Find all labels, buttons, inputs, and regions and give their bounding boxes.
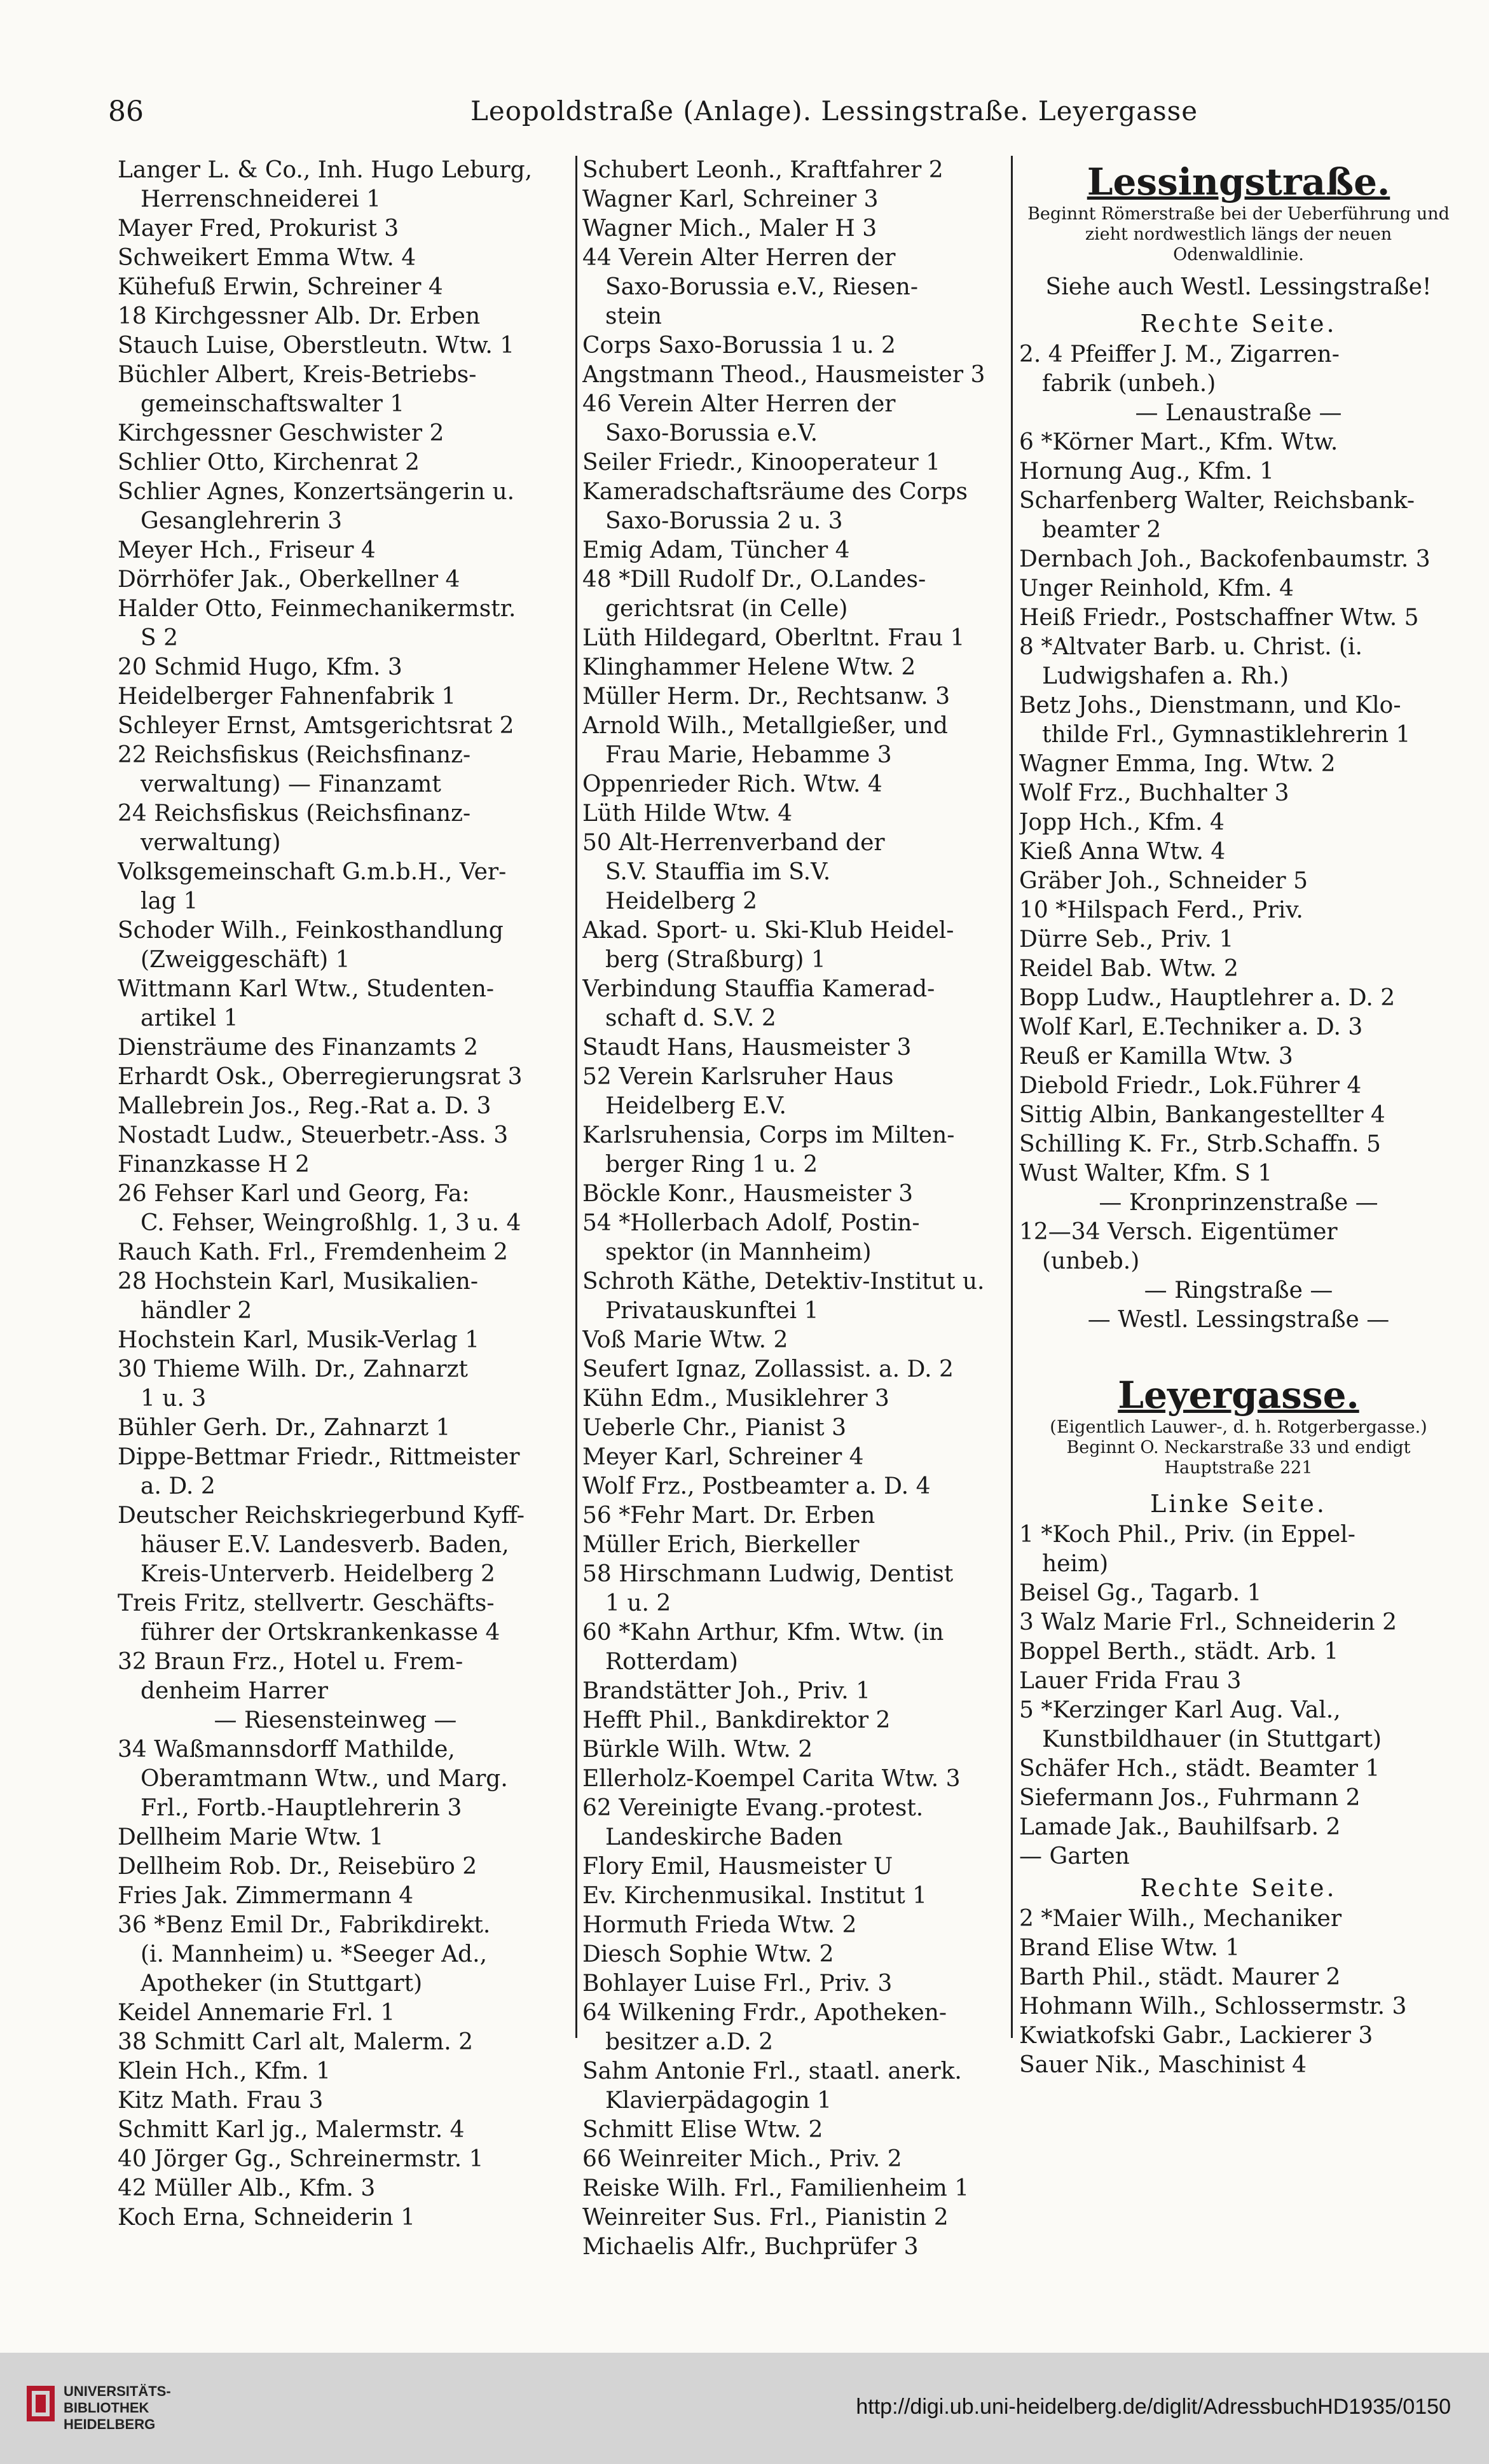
- directory-entry: (i. Mannheim) u. *Seeger Ad.,: [141, 1941, 488, 1967]
- directory-entry: denheim Harrer: [141, 1678, 328, 1704]
- directory-entry: 32 Braun Frz., Hotel u. Frem-: [118, 1649, 463, 1675]
- directory-entry: Treis Fritz, stellvertr. Geschäfts-: [118, 1590, 495, 1616]
- directory-entry: Sauer Nik., Maschinist 4: [1019, 2052, 1307, 2078]
- directory-entry: Corps Saxo-Borussia 1 u. 2: [582, 333, 896, 359]
- directory-entry: Dernbach Joh., Backofenbaumstr. 3: [1019, 546, 1431, 572]
- directory-entry: Arnold Wilh., Metallgießer, und: [582, 713, 948, 739]
- directory-entry: 36 *Benz Emil Dr., Fabrikdirekt.: [118, 1912, 491, 1938]
- directory-entry: Diensträume des Finanzamts 2: [118, 1035, 478, 1061]
- directory-entry: Beisel Gg., Tagarb. 1: [1019, 1580, 1262, 1606]
- directory-entry: Hohmann Wilh., Schlossermstr. 3: [1019, 1993, 1407, 2020]
- left-side-heading: Linke Seite.: [1150, 1490, 1327, 1518]
- directory-entry: Reidel Bab. Wtw. 2: [1019, 956, 1239, 982]
- directory-entry: berger Ring 1 u. 2: [605, 1152, 818, 1178]
- directory-entry: verwaltung): [141, 830, 281, 856]
- directory-entry: Ellerholz-Koempel Carita Wtw. 3: [582, 1766, 961, 1792]
- directory-entry: Wagner Mich., Maler H 3: [582, 216, 877, 242]
- lessingstrasse-entries: [1019, 340, 1458, 1335]
- directory-entry: 46 Verein Alter Herren der: [582, 391, 896, 417]
- directory-entry: gerichtsrat (in Celle): [605, 596, 848, 622]
- directory-entry: Seiler Friedr., Kinooperateur 1: [582, 450, 941, 476]
- directory-entry: Schäfer Hch., städt. Beamter 1: [1019, 1756, 1380, 1782]
- directory-entry: 2 *Maier Wilh., Mechaniker: [1019, 1906, 1342, 1932]
- directory-entry: Apotheker (in Stuttgart): [141, 1971, 423, 1997]
- directory-entry: (unbeb.): [1042, 1248, 1140, 1274]
- directory-entry: Kwiatkofski Gabr., Lackierer 3: [1019, 2023, 1373, 2049]
- directory-entry: Frl., Fortb.-Hauptlehrerin 3: [141, 1795, 462, 1821]
- directory-entry: lag 1: [141, 888, 198, 914]
- directory-entry: Meyer Karl, Schreiner 4: [582, 1444, 864, 1470]
- directory-entry: Mayer Fred, Prokurist 3: [118, 216, 399, 242]
- directory-entry: Klinghammer Helene Wtw. 2: [582, 654, 916, 680]
- directory-entry: 38 Schmitt Carl alt, Malerm. 2: [118, 2029, 474, 2055]
- directory-entry: — Lenaustraße —: [1135, 400, 1342, 426]
- running-title: Leopoldstraße (Anlage). Lessingstraße. Leyergasse: [470, 95, 1198, 127]
- directory-entry: artikel 1: [141, 1005, 238, 1031]
- directory-entry: Schleyer Ernst, Amtsgerichtsrat 2: [118, 713, 514, 739]
- directory-entry: Ueberle Chr., Pianist 3: [582, 1415, 846, 1441]
- see-also-note: Siehe auch Westl. Lessingstraße!: [1045, 274, 1432, 300]
- directory-entry: 54 *Hollerbach Adolf, Postin-: [582, 1210, 920, 1236]
- directory-entry: Privatauskunftei 1: [605, 1298, 819, 1324]
- right-side-heading: Rechte Seite.: [1140, 310, 1337, 338]
- directory-entry: Hormuth Frieda Wtw. 2: [582, 1912, 857, 1938]
- directory-entry: Gesanglehrerin 3: [141, 508, 343, 534]
- directory-entry: 2. 4 Pfeiffer J. M., Zigarren-: [1019, 341, 1340, 368]
- directory-entry: Schroth Käthe, Detektiv-Institut u.: [582, 1269, 985, 1295]
- directory-entry: (Zweiggeschäft) 1: [141, 947, 350, 973]
- directory-entry: Schoder Wilh., Feinkosthandlung: [118, 918, 504, 944]
- column-3: [1011, 156, 1458, 2078]
- directory-entry: Wagner Karl, Schreiner 3: [582, 186, 879, 212]
- directory-entry: Kieß Anna Wtw. 4: [1019, 839, 1226, 865]
- directory-entry: berg (Straßburg) 1: [605, 947, 826, 973]
- directory-entry: Büchler Albert, Kreis-Betriebs-: [118, 362, 477, 388]
- directory-entry: 50 Alt-Herrenverband der: [582, 830, 885, 856]
- directory-entry: Herrenschneiderei 1: [141, 186, 381, 212]
- directory-entry: Schmitt Elise Wtw. 2: [582, 2117, 823, 2143]
- directory-entry: 18 Kirchgessner Alb. Dr. Erben: [118, 303, 481, 329]
- column-2: [575, 156, 1012, 2260]
- directory-entry: Heiß Friedr., Postschaffner Wtw. 5: [1019, 605, 1419, 631]
- directory-entry: — Riesensteinweg —: [214, 1707, 457, 1733]
- directory-entry: 1 *Koch Phil., Priv. (in Eppel-: [1019, 1522, 1355, 1548]
- directory-entry: 24 Reichsfiskus (Reichsfinanz-: [118, 801, 471, 827]
- directory-entry: häuser E.V. Landesverb. Baden,: [141, 1532, 509, 1558]
- directory-entry: Deutscher Reichskriegerbund Kyff-: [118, 1503, 525, 1529]
- directory-entry: S.V. Stauffia im S.V.: [605, 859, 831, 885]
- right-side-heading-2: Rechte Seite.: [1140, 1874, 1337, 1902]
- directory-entry: 20 Schmid Hugo, Kfm. 3: [118, 654, 402, 680]
- directory-entry: Schmitt Karl jg., Malermstr. 4: [118, 2117, 465, 2143]
- directory-entry: Bürkle Wilh. Wtw. 2: [582, 1737, 813, 1763]
- directory-entry: Kühefuß Erwin, Schreiner 4: [118, 274, 443, 300]
- directory-entry: Michaelis Alfr., Buchprüfer 3: [582, 2234, 919, 2260]
- directory-entry: Verbindung Stauffia Kamerad-: [582, 976, 935, 1002]
- directory-entry: Saxo-Borussia e.V., Riesen-: [605, 274, 918, 300]
- directory-entry: Erhardt Osk., Oberregierungsrat 3: [118, 1064, 523, 1090]
- directory-entry: Böckle Konr., Hausmeister 3: [582, 1181, 914, 1207]
- directory-entry: Wolf Karl, E.Techniker a. D. 3: [1019, 1014, 1363, 1040]
- directory-entry: schaft d. S.V. 2: [605, 1005, 776, 1031]
- directory-entry: Heidelberger Fahnenfabrik 1: [118, 684, 456, 710]
- directory-entry: Betz Johs., Dienstmann, und Klo-: [1019, 692, 1401, 719]
- directory-entry: Kirchgessner Geschwister 2: [118, 420, 444, 446]
- directory-entry: Barth Phil., städt. Maurer 2: [1019, 1964, 1341, 1990]
- directory-entry: 1 u. 3: [141, 1386, 207, 1412]
- directory-entry: Schubert Leonh., Kraftfahrer 2: [582, 157, 943, 183]
- directory-entry: Wust Walter, Kfm. S 1: [1019, 1160, 1273, 1187]
- directory-entry: Heidelberg E.V.: [605, 1093, 786, 1119]
- directory-entry: Sahm Antonie Frl., staatl. anerk.: [582, 2058, 962, 2084]
- directory-entry: Dürre Seb., Priv. 1: [1019, 926, 1234, 953]
- directory-entry: Siefermann Jos., Fuhrmann 2: [1019, 1785, 1361, 1811]
- directory-entry: heim): [1042, 1551, 1109, 1577]
- directory-entry: Jopp Hch., Kfm. 4: [1019, 809, 1225, 836]
- directory-entry: Müller Herm. Dr., Rechtsanw. 3: [582, 684, 950, 710]
- directory-entry: Müller Erich, Bierkeller: [582, 1532, 860, 1558]
- directory-entry: Schilling K. Fr., Strb.Schaffn. 5: [1019, 1131, 1381, 1157]
- directory-entry: Ev. Kirchenmusikal. Institut 1: [582, 1883, 928, 1909]
- directory-entry: gemeinschaftswalter 1: [141, 391, 405, 417]
- directory-entry: Kunstbildhauer (in Stuttgart): [1042, 1726, 1382, 1752]
- directory-entry: Bohlayer Luise Frl., Priv. 3: [582, 1971, 893, 1997]
- directory-entry: 66 Weinreiter Mich., Priv. 2: [582, 2146, 902, 2172]
- directory-entry: Oppenrieder Rich. Wtw. 4: [582, 771, 882, 797]
- directory-entry: Diesch Sophie Wtw. 2: [582, 1941, 834, 1967]
- directory-entry: Reiske Wilh. Frl., Familienheim 1: [582, 2175, 970, 2201]
- directory-entry: stein: [605, 303, 662, 329]
- directory-entry: — Ringstraße —: [1144, 1277, 1333, 1304]
- directory-entry: Weinreiter Sus. Frl., Pianistin 2: [582, 2205, 949, 2231]
- leyergasse-note: (Eigentlich Lauwer-, d. h. Rotgerbergasse.) Beginnt O. Neckarstraße 33 und endigt Hauptstraße 221: [1050, 1417, 1427, 1478]
- directory-entry: Boppel Berth., städt. Arb. 1: [1019, 1639, 1339, 1665]
- directory-entry: 40 Jörger Gg., Schreinermstr. 1: [118, 2146, 484, 2172]
- footer-bar: [0, 2353, 1489, 2464]
- directory-entry: Unger Reinhold, Kfm. 4: [1019, 575, 1294, 602]
- library-logo-icon: [25, 2385, 56, 2423]
- directory-entry: 56 *Fehr Mart. Dr. Erben: [582, 1503, 875, 1529]
- directory-entry: Finanzkasse H 2: [118, 1152, 310, 1178]
- directory-entry: 34 Waßmannsdorff Mathilde,: [118, 1737, 455, 1763]
- directory-entry: Bopp Ludw., Hauptlehrer a. D. 2: [1019, 985, 1396, 1011]
- directory-entry: Klein Hch., Kfm. 1: [118, 2058, 331, 2084]
- directory-entry: Wolf Frz., Buchhalter 3: [1019, 780, 1289, 806]
- directory-entry: Brandstätter Joh., Priv. 1: [582, 1678, 871, 1704]
- directory-entry: Ludwigshafen a. Rh.): [1042, 663, 1289, 689]
- directory-entry: 60 *Kahn Arthur, Kfm. Wtw. (in: [582, 1620, 944, 1646]
- directory-entry: Voß Marie Wtw. 2: [582, 1327, 788, 1353]
- directory-entry: Hochstein Karl, Musik-Verlag 1: [118, 1327, 480, 1353]
- directory-entry: besitzer a.D. 2: [605, 2029, 774, 2055]
- directory-entry: C. Fehser, Weingroßhlg. 1, 3 u. 4: [141, 1210, 521, 1236]
- directory-entry: — Garten: [1019, 1843, 1130, 1869]
- directory-entry: 42 Müller Alb., Kfm. 3: [118, 2175, 376, 2201]
- directory-entry: Reuß er Kamilla Wtw. 3: [1019, 1043, 1293, 1070]
- directory-entry: Wittmann Karl Wtw., Studenten-: [118, 976, 495, 1002]
- directory-entry: Nostadt Ludw., Steuerbetr.-Ass. 3: [118, 1122, 509, 1148]
- directory-entry: Rauch Kath. Frl., Fremdenheim 2: [118, 1239, 508, 1265]
- leyergasse-right-entries: [1019, 1904, 1458, 2080]
- directory-entry: Lauer Frida Frau 3: [1019, 1668, 1242, 1694]
- leyergasse-heading: Leyergasse.: [1118, 1373, 1359, 1417]
- directory-entry: händler 2: [141, 1298, 252, 1324]
- leyergasse-left-entries: [1019, 1520, 1458, 1871]
- directory-entry: Hefft Phil., Bankdirektor 2: [582, 1707, 891, 1733]
- directory-entry: S 2: [141, 625, 179, 651]
- directory-entry: Rotterdam): [605, 1649, 738, 1675]
- directory-entry: Karlsruhensia, Corps im Milten-: [582, 1122, 955, 1148]
- directory-entry: 52 Verein Karlsruher Haus: [582, 1064, 894, 1090]
- directory-entry: Brand Elise Wtw. 1: [1019, 1935, 1240, 1961]
- directory-entry: Akad. Sport- u. Ski-Klub Heidel-: [582, 918, 954, 944]
- directory-entry: Wagner Emma, Ing. Wtw. 2: [1019, 751, 1336, 777]
- directory-entry: Gräber Joh., Schneider 5: [1019, 868, 1308, 894]
- directory-entry: 3 Walz Marie Frl., Schneiderin 2: [1019, 1609, 1397, 1635]
- source-url[interactable]: http://digi.ub.uni-heidelberg.de/diglit/AdressbuchHD1935/0150: [856, 2395, 1451, 2419]
- directory-entry: 44 Verein Alter Herren der: [582, 245, 896, 271]
- directory-entry: verwaltung) — Finanzamt: [141, 771, 441, 797]
- directory-entry: 1 u. 2: [605, 1590, 671, 1616]
- directory-entry: Oberamtmann Wtw., und Marg.: [141, 1766, 508, 1792]
- directory-entry: Frau Marie, Hebamme 3: [605, 742, 892, 768]
- directory-entry: 26 Fehser Karl und Georg, Fa:: [118, 1181, 470, 1207]
- directory-entry: führer der Ortskrankenkasse 4: [141, 1620, 500, 1646]
- directory-entry: 5 *Kerzinger Karl Aug. Val.,: [1019, 1697, 1341, 1723]
- directory-entry: Emig Adam, Tüncher 4: [582, 537, 850, 563]
- directory-entry: Heidelberg 2: [605, 888, 758, 914]
- directory-entry: 10 *Hilspach Ferd., Priv.: [1019, 897, 1303, 923]
- directory-entry: — Westl. Lessingstraße —: [1087, 1307, 1390, 1333]
- directory-entry: Meyer Hch., Friseur 4: [118, 537, 376, 563]
- directory-entry: Schweikert Emma Wtw. 4: [118, 245, 416, 271]
- directory-entry: Dörrhöfer Jak., Oberkellner 4: [118, 567, 460, 593]
- column-1: [118, 156, 553, 2233]
- directory-entry: Angstmann Theod., Hausmeister 3: [582, 362, 985, 388]
- directory-entry: Stauch Luise, Oberstleutn. Wtw. 1: [118, 333, 515, 359]
- directory-entry: Klavierpädagogin 1: [605, 2088, 832, 2114]
- directory-entry: Hornung Aug., Kfm. 1: [1019, 458, 1275, 485]
- directory-entry: a. D. 2: [141, 1473, 216, 1499]
- directory-entry: Dellheim Rob. Dr., Reisebüro 2: [118, 1854, 477, 1880]
- directory-entry: 62 Vereinigte Evang.-protest.: [582, 1795, 924, 1821]
- directory-entry: Bühler Gerh. Dr., Zahnarzt 1: [118, 1415, 451, 1441]
- directory-entry: — Kronprinzenstraße —: [1099, 1190, 1378, 1216]
- page-number: 86: [108, 95, 144, 128]
- directory-entry: Staudt Hans, Hausmeister 3: [582, 1035, 912, 1061]
- directory-entry: Scharfenberg Walter, Reichsbank-: [1019, 488, 1415, 514]
- directory-entry: Sittig Albin, Bankangestellter 4: [1019, 1102, 1385, 1128]
- lessingstrasse-note: Beginnt Römerstraße bei der Ueberführung und zieht nordwestlich längs der neuen Odenwaldlinie.: [1027, 204, 1450, 265]
- lessingstrasse-heading: Lessingstraße.: [1087, 160, 1390, 203]
- directory-entry: Langer L. & Co., Inh. Hugo Leburg,: [118, 157, 533, 183]
- directory-entry: 12—34 Versch. Eigentümer: [1019, 1219, 1338, 1245]
- directory-entry: Lüth Hilde Wtw. 4: [582, 801, 793, 827]
- directory-entry: beamter 2: [1042, 517, 1162, 543]
- directory-entry: Saxo-Borussia 2 u. 3: [605, 508, 843, 534]
- directory-entry: Mallebrein Jos., Reg.-Rat a. D. 3: [118, 1093, 491, 1119]
- directory-entry: Koch Erna, Schneiderin 1: [118, 2205, 416, 2231]
- directory-entry: Dellheim Marie Wtw. 1: [118, 1824, 384, 1850]
- directory-entry: 22 Reichsfiskus (Reichsfinanz-: [118, 742, 471, 768]
- directory-entry: Volksgemeinschaft G.m.b.H., Ver-: [118, 859, 507, 885]
- directory-entry: thilde Frl., Gymnastiklehrerin 1: [1042, 722, 1411, 748]
- directory-entry: Lüth Hildegard, Oberltnt. Frau 1: [582, 625, 965, 651]
- directory-entry: fabrik (unbeh.): [1042, 371, 1216, 397]
- directory-entry: Flory Emil, Hausmeister U: [582, 1854, 893, 1880]
- directory-entry: Fries Jak. Zimmermann 4: [118, 1883, 414, 1909]
- directory-entry: 6 *Körner Mart., Kfm. Wtw.: [1019, 429, 1338, 455]
- directory-entry: 48 *Dill Rudolf Dr., O.Landes-: [582, 567, 926, 593]
- directory-entry: Wolf Frz., Postbeamter a. D. 4: [582, 1473, 931, 1499]
- directory-entry: Lamade Jak., Bauhilfsarb. 2: [1019, 1814, 1341, 1840]
- directory-entry: Keidel Annemarie Frl. 1: [118, 2000, 395, 2026]
- directory-entry: Seufert Ignaz, Zollassist. a. D. 2: [582, 1356, 954, 1382]
- directory-entry: Schlier Otto, Kirchenrat 2: [118, 450, 420, 476]
- directory-entry: spektor (in Mannheim): [605, 1239, 872, 1265]
- directory-entry: Diebold Friedr., Lok.Führer 4: [1019, 1073, 1362, 1099]
- directory-entry: Schlier Agnes, Konzertsängerin u.: [118, 479, 515, 505]
- directory-entry: Kühn Edm., Musiklehrer 3: [582, 1386, 889, 1412]
- directory-entry: Dippe-Bettmar Friedr., Rittmeister: [118, 1444, 520, 1470]
- directory-entry: 28 Hochstein Karl, Musikalien-: [118, 1269, 479, 1295]
- directory-entry: Kitz Math. Frau 3: [118, 2088, 324, 2114]
- library-name: UNIVERSITÄTS- BIBLIOTHEK HEIDELBERG: [64, 2383, 171, 2432]
- directory-entry: Kreis-Unterverb. Heidelberg 2: [141, 1561, 495, 1587]
- directory-entry: 64 Wilkening Frdr., Apotheken-: [582, 2000, 947, 2026]
- directory-entry: Halder Otto, Feinmechanikermstr.: [118, 596, 516, 622]
- directory-entry: 30 Thieme Wilh. Dr., Zahnarzt: [118, 1356, 469, 1382]
- directory-entry: 58 Hirschmann Ludwig, Dentist: [582, 1561, 954, 1587]
- directory-entry: Saxo-Borussia e.V.: [605, 420, 818, 446]
- directory-entry: 8 *Altvater Barb. u. Christ. (i.: [1019, 634, 1362, 660]
- directory-entry: Kameradschaftsräume des Corps: [582, 479, 968, 505]
- directory-entry: Landeskirche Baden: [605, 1824, 843, 1850]
